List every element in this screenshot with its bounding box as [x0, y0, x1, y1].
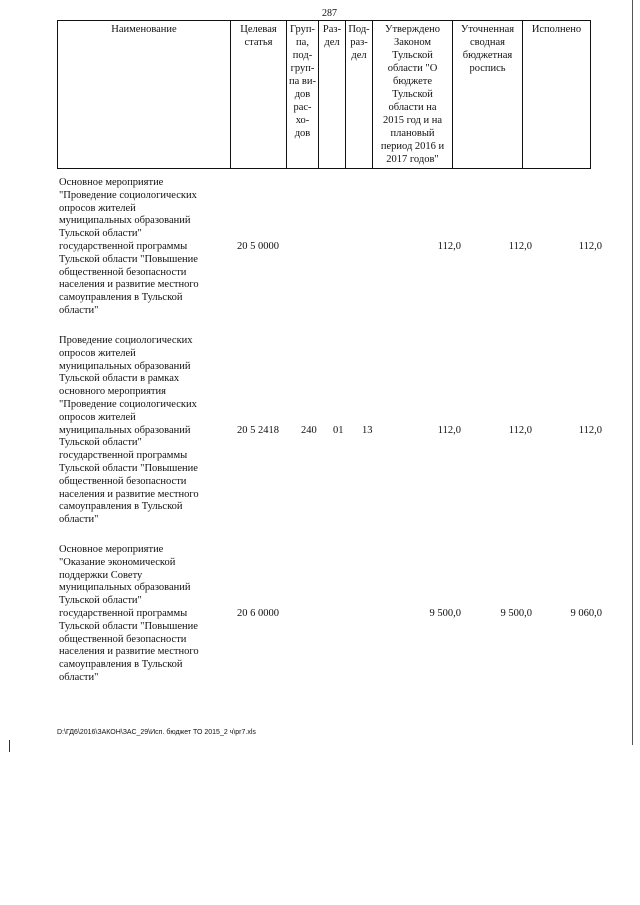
row-expense-group: 240	[301, 425, 317, 436]
row-name: Основное мероприятие "Оказание экономической поддержки Совету муниципальных образований Тульской области" государственной программы Тульской области "Повышение общественной безопасности населения и развитие местного самоуправления в Тульской области"	[59, 544, 199, 683]
header-executed: Исполнено	[523, 21, 591, 169]
row-refined: 112,0	[508, 241, 532, 252]
row-refined: 112,0	[508, 425, 532, 436]
row-approved: 112,0	[437, 425, 461, 436]
scan-edge-line	[632, 0, 633, 745]
header-target-article: Целевая статья	[231, 21, 287, 169]
row-target-article: 20 5 0000	[237, 241, 279, 252]
table-header	[57, 20, 591, 169]
row-executed: 112,0	[578, 241, 602, 252]
row-executed: 9 060,0	[570, 608, 602, 619]
row-refined: 9 500,0	[500, 608, 532, 619]
header-refined: Уточненная сводная бюджетная роспись	[453, 21, 523, 169]
page-number: 287	[322, 8, 337, 19]
row-name: Проведение социологических опросов жителей муниципальных образований Тульской области в рамках основного мероприятия "Проведение социологических опросов жителей муниципальных образований Тульской области" государственной программы Тульской области "Повышение общественной безопасности населения и развитие местного самоуправления в Тульской области"	[59, 335, 199, 526]
row-section: 01	[333, 425, 344, 436]
header-approved: Утверждено Законом Тульской области "О бюджете Тульской области на 2015 год и на плановый период 2016 и 2017 годов"	[373, 21, 453, 169]
margin-mark	[9, 740, 10, 752]
row-name: Основное мероприятие "Проведение социологических опросов жителей муниципальных образований Тульской области" государственной программы Тульской области "Повышение общественной безопасности населения и развитие местного самоуправления в Тульской области"	[59, 177, 199, 316]
row-subsection: 13	[362, 425, 373, 436]
header-subsection: Под- раз- дел	[346, 21, 373, 169]
row-approved: 112,0	[437, 241, 461, 252]
row-target-article: 20 5 2418	[237, 425, 279, 436]
row-approved: 9 500,0	[429, 608, 461, 619]
header-expense-group: Груп- па, под- груп- па ви- дов рас- хо- дов	[287, 21, 319, 169]
header-name: Наименование	[58, 21, 231, 169]
row-executed: 112,0	[578, 425, 602, 436]
row-target-article: 20 6 0000	[237, 608, 279, 619]
header-section: Раз- дел	[319, 21, 346, 169]
file-path-footer: D:\ГД6\2016\ЗАКОН\ЗАС_29\Исп. бюджет ТО 2015_2 ч\pr7.xls	[57, 729, 256, 736]
